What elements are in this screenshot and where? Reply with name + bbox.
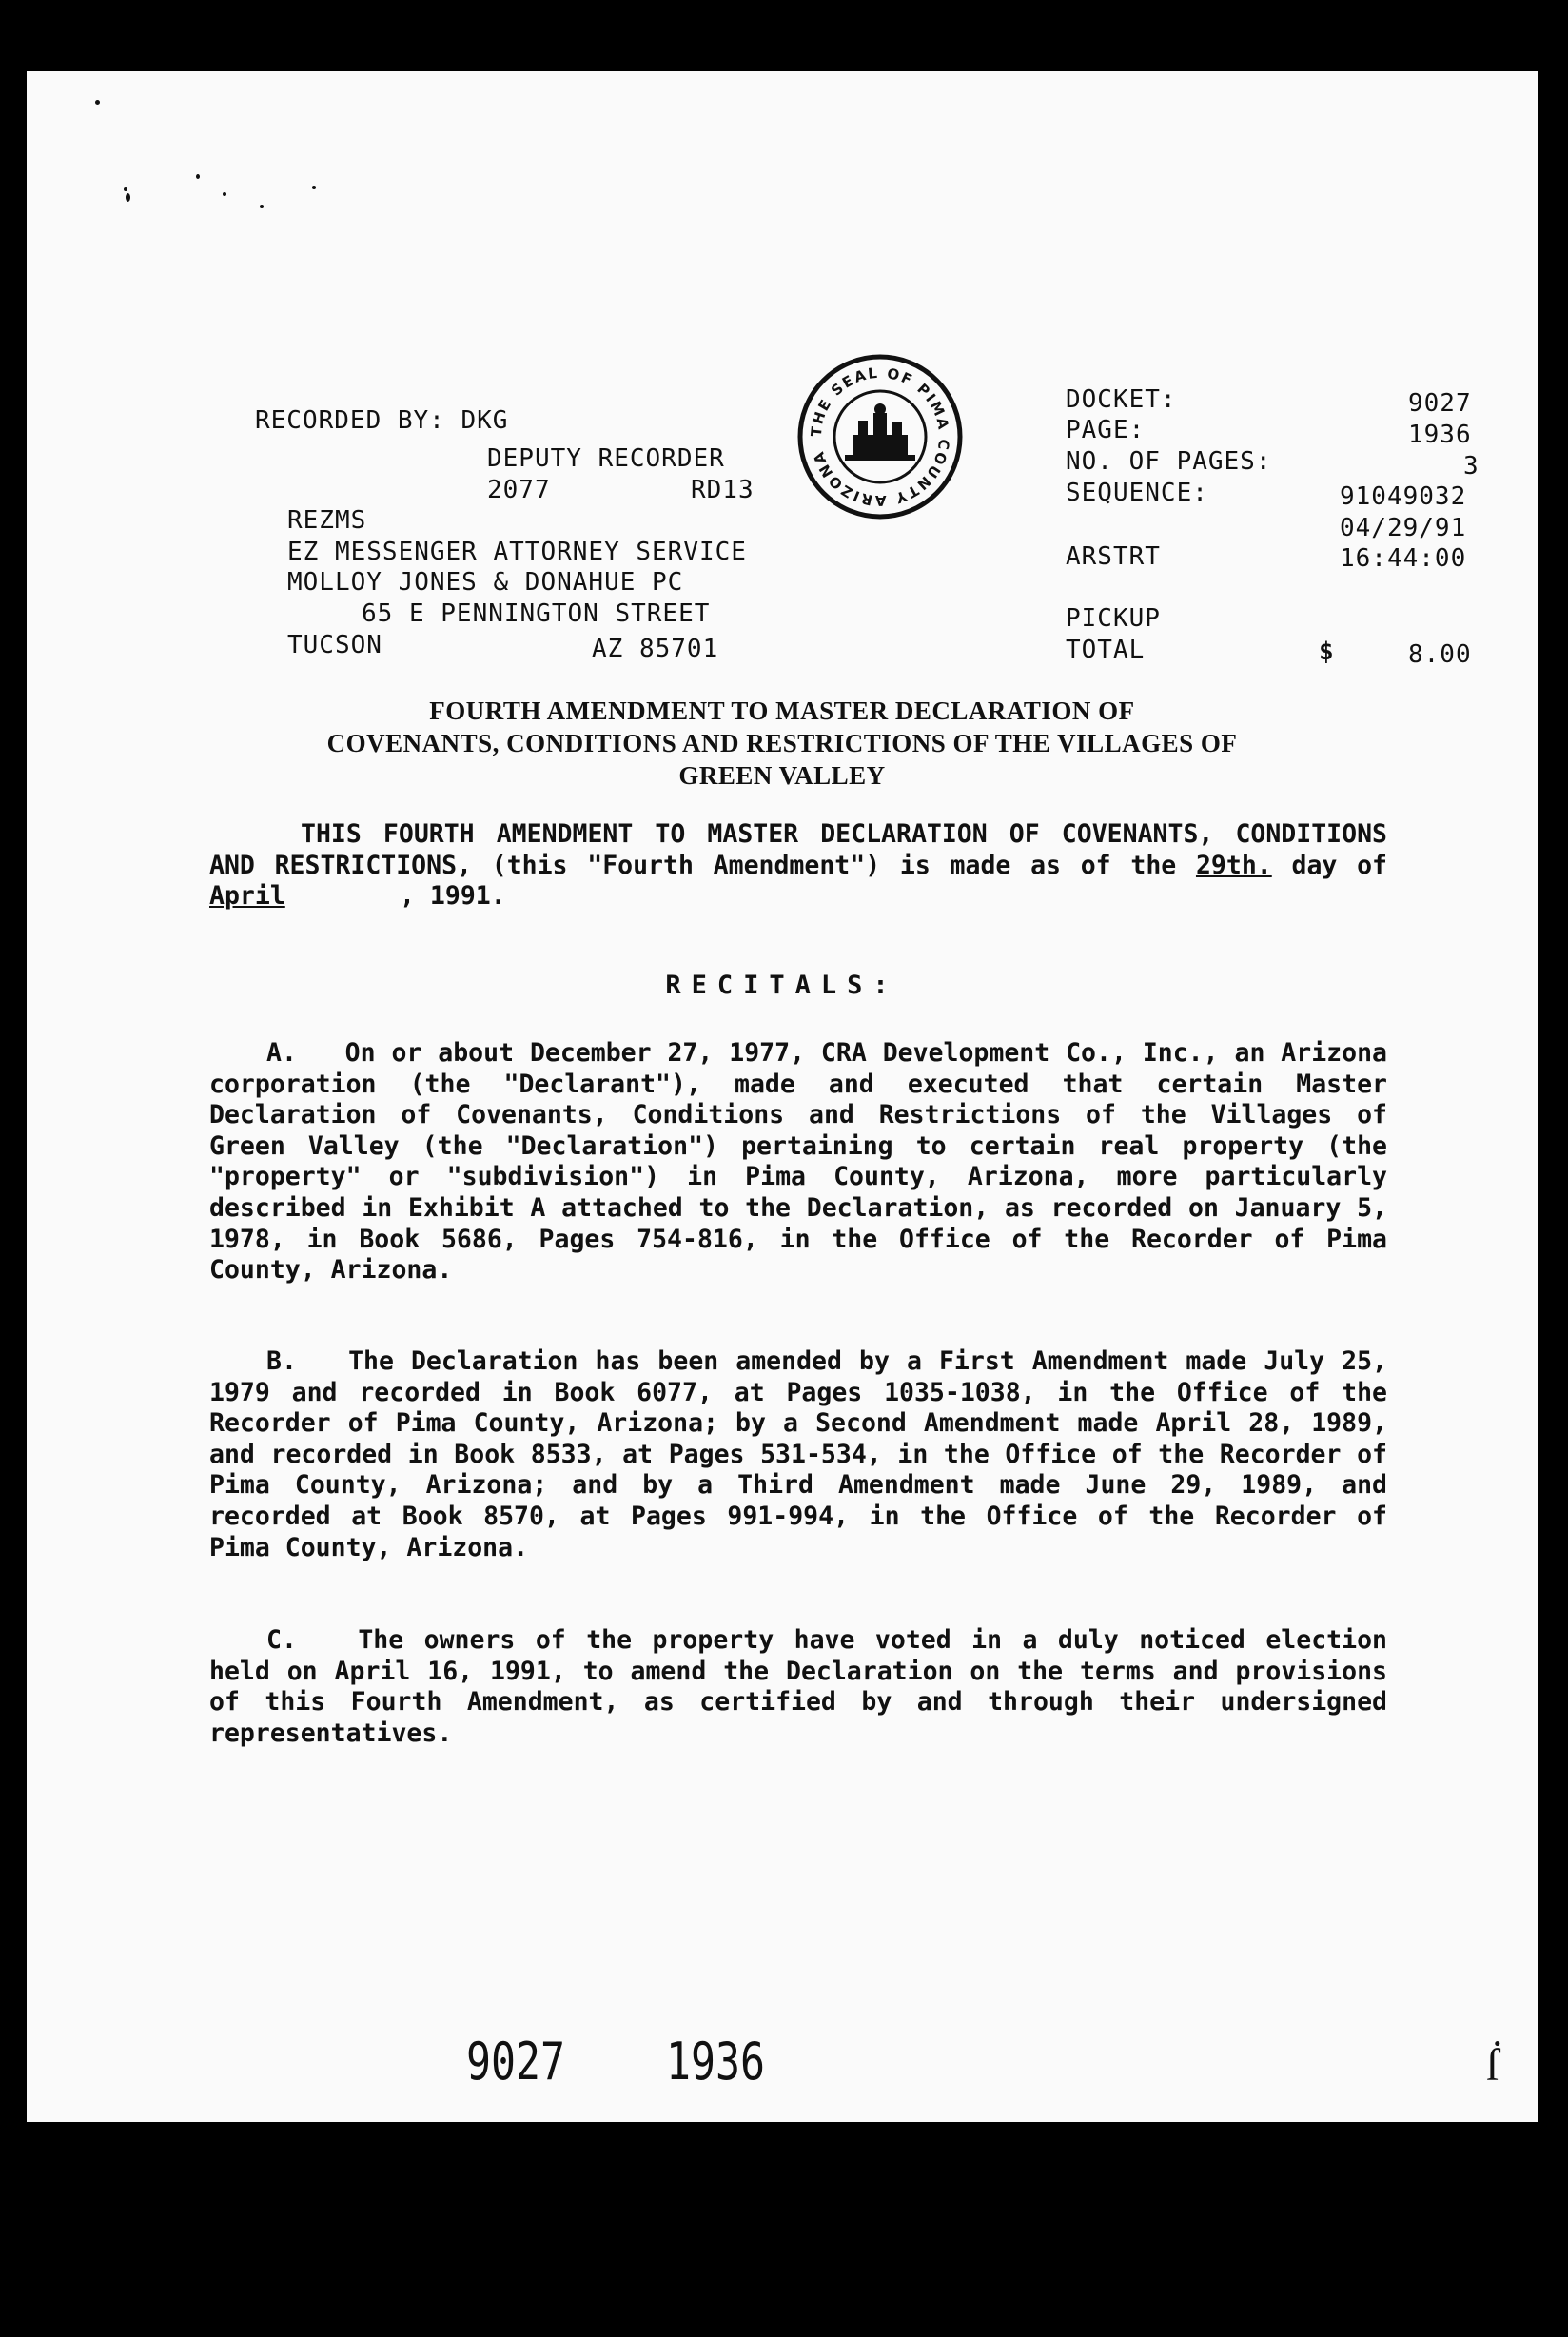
recorder-code: RD13 xyxy=(691,476,755,504)
date-month: April xyxy=(209,881,285,912)
title-line-3: GREEN VALLEY xyxy=(678,761,886,790)
sequence-value: 91049032 xyxy=(1340,482,1467,511)
law-firm: MOLLOY JONES & DONAHUE PC xyxy=(287,568,684,597)
sequence-label: SEQUENCE: xyxy=(1066,479,1208,507)
page-value: 1936 xyxy=(1408,421,1472,449)
pages-value: 3 xyxy=(1463,452,1480,481)
recording-time: 16:44:00 xyxy=(1340,544,1467,573)
recital-text: The Declaration has been amended by a First Amendment made July 25, 1979 and recorded in Book 6077, at Pages 1035-1038, in the Office of the Recorder of Pima County, Arizona; by a Second Amendment made April 28, 1989, and recorded in Book 8533, at Pages 531-534, in the Office of the Recorder of Pima County, Arizona; and by a Third Amendment made June 29, 1989, and recorded at Book 8570, at Pages 991-994, in the Office of the Recorder of Pima County, Arizona. xyxy=(209,1346,1387,1562)
recitals-heading: RECITALS: xyxy=(665,971,899,1000)
recording-date: 04/29/91 xyxy=(1340,514,1467,542)
pages-label: NO. OF PAGES: xyxy=(1066,447,1272,476)
county-seal-icon xyxy=(797,354,963,520)
recital-b xyxy=(209,1346,1387,1563)
deputy-recorder: DEPUTY RECORDER xyxy=(487,444,725,473)
arstrt-label: ARSTRT xyxy=(1066,542,1161,571)
messenger-service: EZ MESSENGER ATTORNEY SERVICE xyxy=(287,538,747,566)
intro-paragraph: THIS FOURTH AMENDMENT TO MASTER DECLARATION OF COVENANTS, CONDITIONS AND RESTRICTIONS, (this "Fourth Amendment") is made as of the 29th. day of April , 1991. xyxy=(209,819,1387,912)
docket-value: 9027 xyxy=(1408,389,1472,418)
total-value: 8.00 xyxy=(1408,640,1472,669)
recital-a xyxy=(209,1038,1387,1286)
title-line-1: FOURTH AMENDMENT TO MASTER DECLARATION OF xyxy=(429,697,1135,725)
recital-letter: A. xyxy=(266,1038,297,1068)
recital-letter: C. xyxy=(266,1625,297,1655)
page-label: PAGE: xyxy=(1066,416,1146,444)
svg-text:THE SEAL OF PIMA COUNTY ARIZON: THE SEAL OF PIMA COUNTY ARIZONA xyxy=(807,363,953,510)
document-title xyxy=(179,695,1385,792)
handwritten-mark: ẛ xyxy=(1486,2040,1499,2091)
footer-docket: 9027 xyxy=(466,2032,566,2092)
recital-text: The owners of the property have voted in a duly noticed election held on April 16, 1991, to amend the Declaration on the terms and provisions of this Fourth Amendment, as certified by and through their undersigned representatives. xyxy=(209,1625,1387,1748)
recital-text: On or about December 27, 1977, CRA Development Co., Inc., an Arizona corporation (the "Declarant"), made and executed that certain Master Declaration of Covenants, Conditions and Restrictions of the Villages of Green Valley (the "Declaration") pertaining to certain real property (the "property" or "subdivision") in Pima County, Arizona, more particularly described in Exhibit A attached to the Declaration, as recorded on January 5, 1978, in Book 5686, Pages 754-816, in the Office of the Recorder of Pima County, Arizona. xyxy=(209,1038,1387,1286)
recital-c xyxy=(209,1625,1387,1749)
date-day: 29th. xyxy=(1195,850,1272,880)
docket-label: DOCKET: xyxy=(1066,385,1177,414)
recorder-number: 2077 xyxy=(487,476,551,504)
recital-letter: B. xyxy=(266,1346,297,1376)
document-page xyxy=(27,71,1538,2122)
currency-symbol: $ xyxy=(1319,638,1335,666)
city: TUCSON xyxy=(287,631,382,659)
title-line-2: COVENANTS, CONDITIONS AND RESTRICTIONS OF THE VILLAGES OF xyxy=(326,729,1238,757)
total-label: TOTAL xyxy=(1066,636,1146,664)
street-address: 65 E PENNINGTON STREET xyxy=(362,599,711,628)
rezms-code: REZMS xyxy=(287,506,367,535)
recorded-by: RECORDED BY: DKG xyxy=(255,406,509,435)
footer-page: 1936 xyxy=(666,2032,766,2092)
pickup-label: PICKUP xyxy=(1066,604,1161,633)
state-zip: AZ 85701 xyxy=(592,635,719,663)
